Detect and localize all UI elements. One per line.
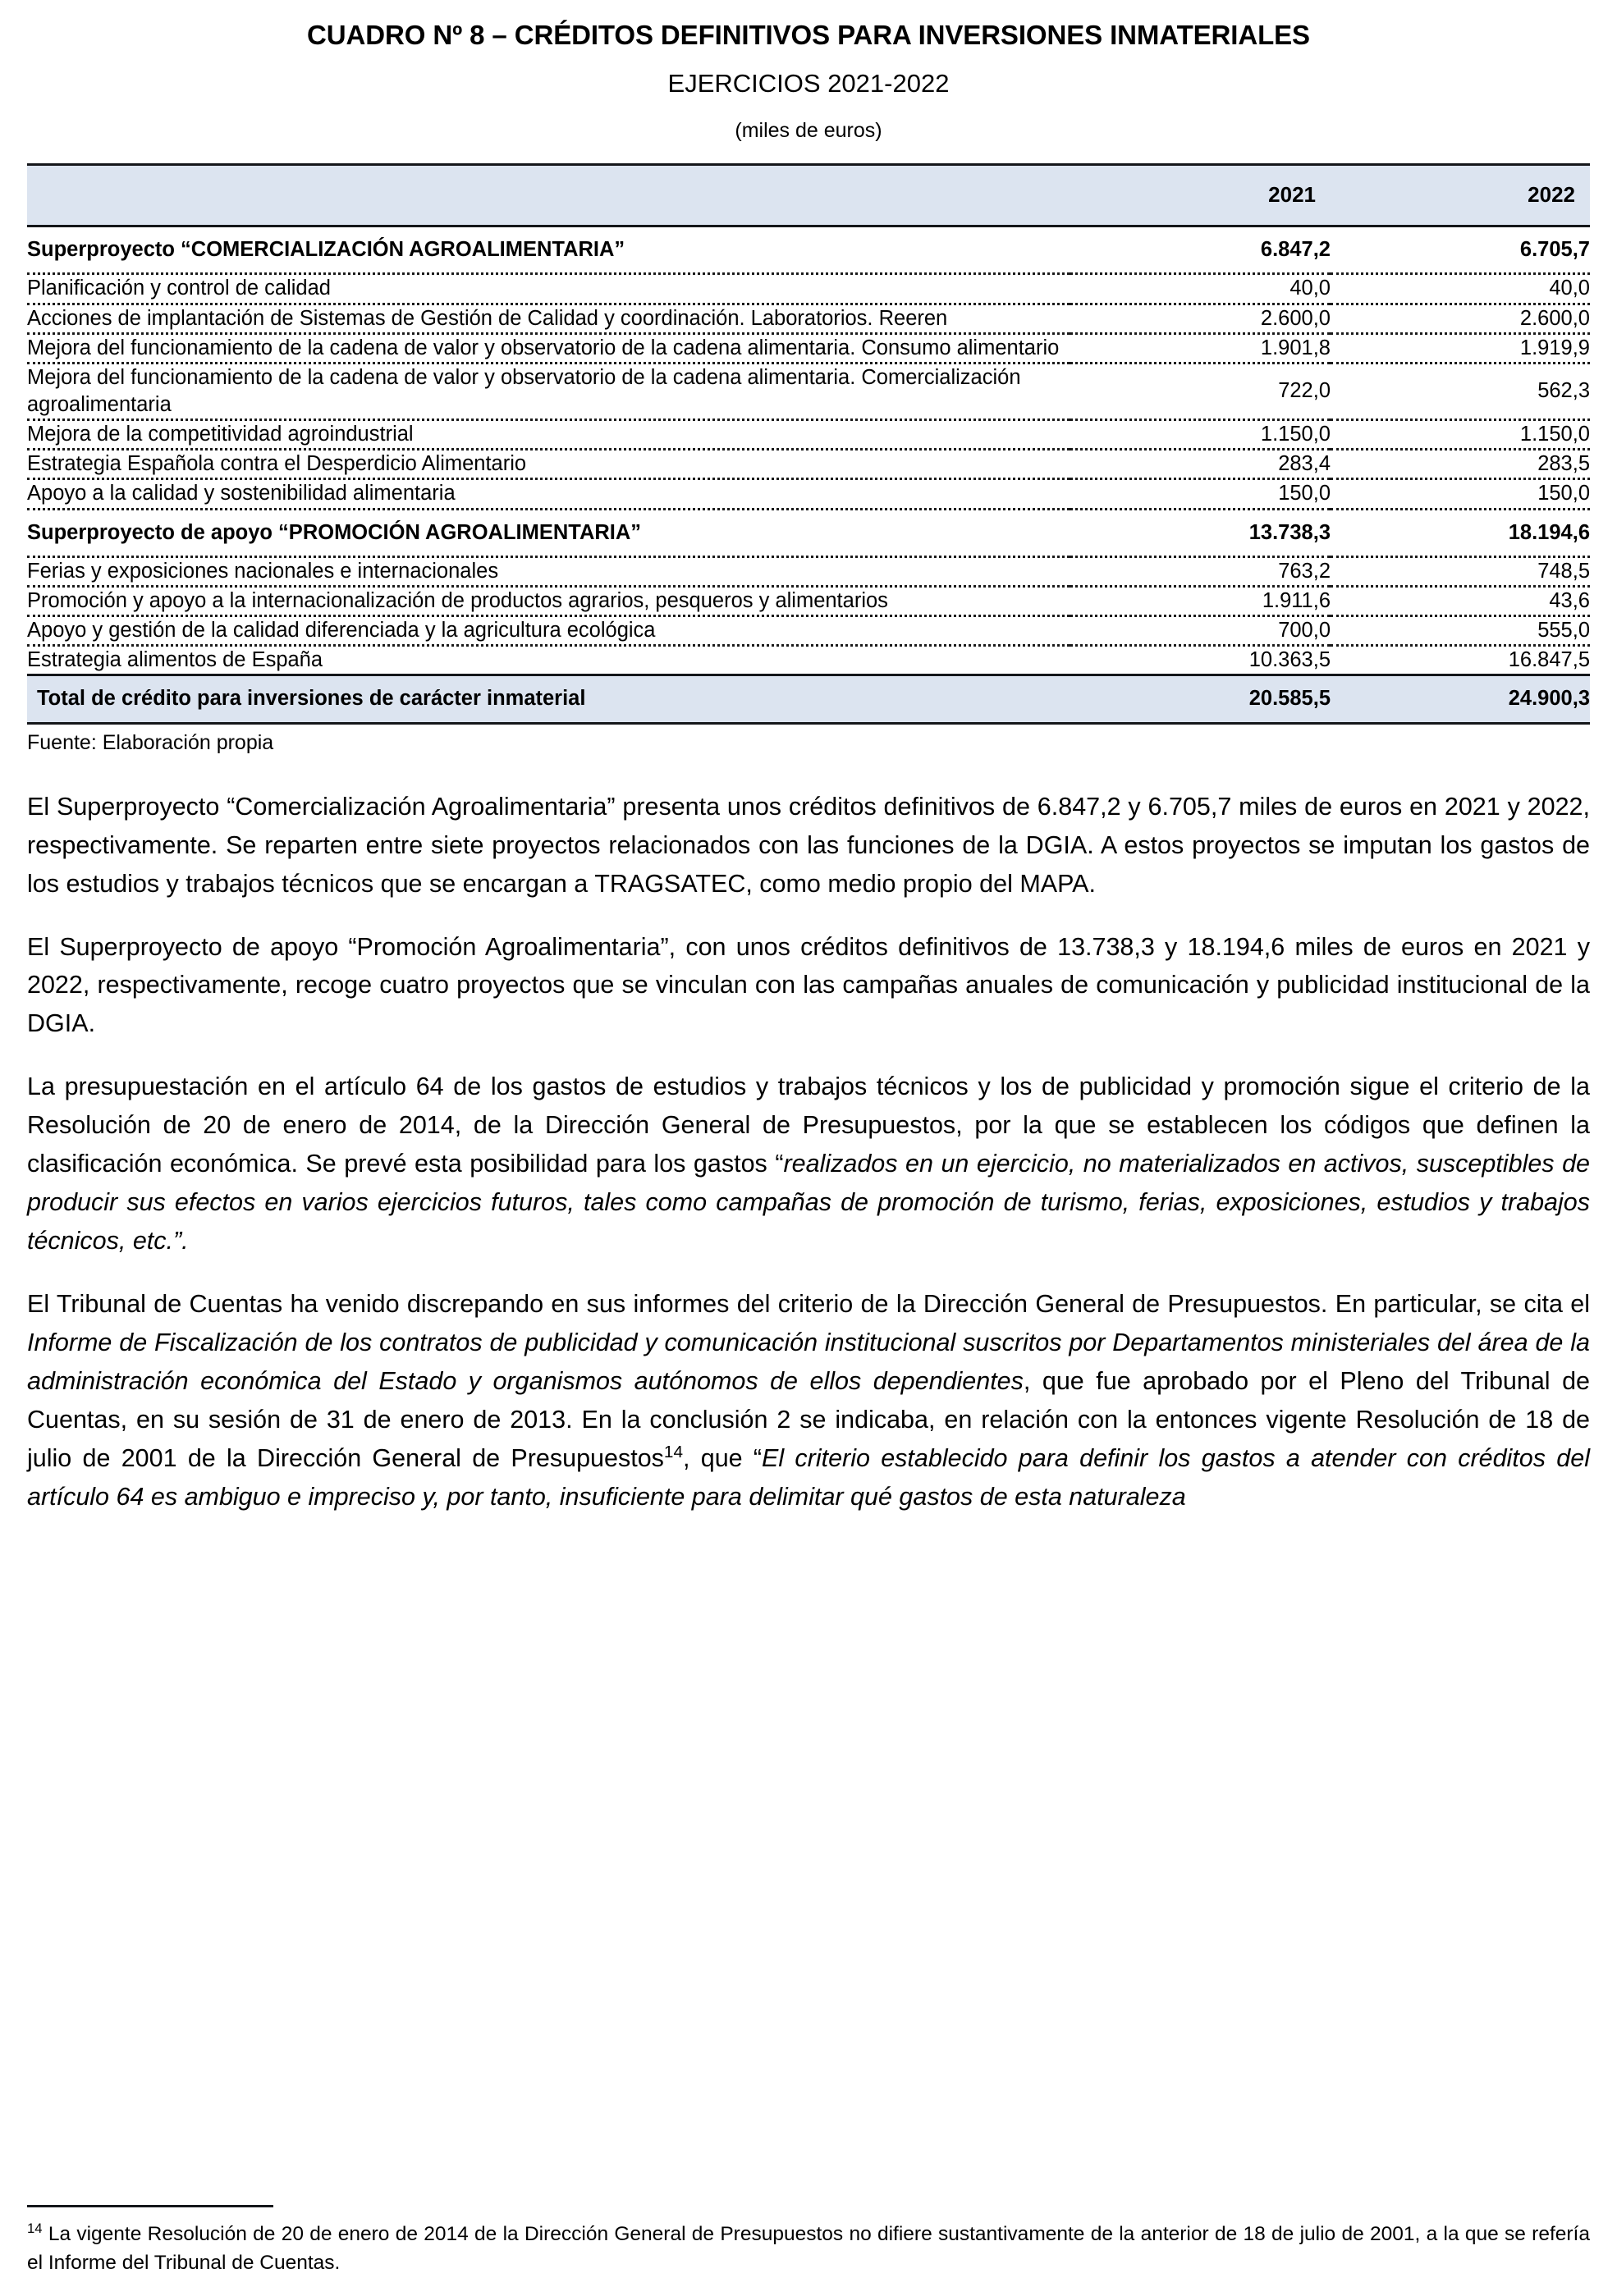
row-value-2021: 1.150,0 [1070, 420, 1331, 450]
paragraph-2: El Superproyecto de apoyo “Promoción Agroalimentaria”, con unos créditos definitivos de 13.738,3 y 18.194,6 miles de euros en 2021 y 2022, respectivamente, recoge cuatro proyectos que se vinculan con las campañas anuales de comunicación y publicidad institucional de la DGIA. [27, 932, 1590, 1038]
row-value-2021: 1.901,8 [1070, 333, 1331, 363]
row-value-2022: 18.194,6 [1331, 509, 1590, 556]
row-label: Mejora del funcionamiento de la cadena de valor y observatorio de la cadena alimentaria. Comercialización agroalimentaria [27, 363, 1070, 419]
row-value-2022: 283,5 [1331, 450, 1590, 479]
row-value-2022: 748,5 [1331, 556, 1590, 586]
table-container [27, 163, 1590, 756]
row-value-2022: 16.847,5 [1331, 646, 1590, 675]
row-value-2022: 1.919,9 [1331, 333, 1590, 363]
table-row [27, 304, 1590, 333]
table-row [27, 333, 1590, 363]
footnote-separator [27, 2205, 273, 2207]
table-total-row [27, 675, 1590, 724]
row-value-2021: 283,4 [1070, 450, 1331, 479]
table-row [27, 615, 1590, 645]
table-row [27, 274, 1590, 304]
row-label: Mejora del funcionamiento de la cadena de valor y observatorio de la cadena alimentaria. Consumo alimentario [27, 333, 1070, 363]
table-row [27, 509, 1590, 556]
table-row [27, 450, 1590, 479]
footnote-14 [27, 2221, 1590, 2278]
table-row [27, 479, 1590, 509]
row-value-2022: 2.600,0 [1331, 304, 1590, 333]
row-value-2022: 562,3 [1331, 363, 1590, 419]
row-value-2021: 150,0 [1070, 479, 1331, 509]
column-header-2021: 2021 [1070, 165, 1331, 226]
paragraph-3 [27, 1068, 1590, 1260]
footnote-area [27, 2205, 1590, 2278]
row-label: Superproyecto de apoyo “PROMOCIÓN AGROALIMENTARIA” [27, 509, 1070, 556]
row-label: Promoción y apoyo a la internacionalización de productos agrarios, pesqueros y alimentarios [27, 586, 1070, 615]
row-label: Ferias y exposiciones nacionales e internacionales [27, 556, 1070, 586]
table-row [27, 586, 1590, 615]
footnote-reference-14[interactable]: 14 [663, 1442, 683, 1461]
row-value-2021: 763,2 [1070, 556, 1331, 586]
row-value-2021: 40,0 [1070, 274, 1331, 304]
units-note: (miles de euros) [735, 119, 882, 142]
row-label: Estrategia Española contra el Desperdicio Alimentario [27, 450, 1070, 479]
total-label: Total de crédito para inversiones de carácter inmaterial [27, 675, 1070, 724]
page-title: CUADRO Nº 8 – CRÉDITOS DEFINITIVOS PARA INVERSIONES INMATERIALES [307, 20, 1310, 50]
row-value-2021: 2.600,0 [1070, 304, 1331, 333]
paragraph-4-quote: El criterio establecido para definir los gastos a atender con créditos del artículo 64 es ambiguo e impreciso y, por tanto, insuficiente para delimitar qué gastos de esta naturaleza [27, 1444, 1590, 1512]
row-value-2021: 6.847,2 [1260, 238, 1331, 262]
credits-table [27, 163, 1590, 725]
total-value-2022: 24.900,3 [1331, 675, 1590, 724]
paragraph-4-text-c: , que “ [682, 1444, 763, 1473]
column-header-label [27, 165, 1070, 226]
source-note: Fuente: Elaboración propia [27, 731, 274, 755]
paragraph-4 [27, 1285, 1590, 1516]
row-label: Estrategia alimentos de España [27, 646, 1070, 675]
row-value-2021: 10.363,5 [1070, 646, 1331, 675]
row-label: Apoyo y gestión de la calidad diferenciada y la agricultura ecológica [27, 615, 1070, 645]
row-label: Planificación y control de calidad [27, 274, 1070, 304]
total-value-2021: 20.585,5 [1070, 675, 1331, 724]
document-page [0, 18, 1617, 2296]
row-value-2021: 13.738,3 [1070, 509, 1331, 556]
row-label: Apoyo a la calidad y sostenibilidad alimentaria [27, 479, 1070, 509]
table-row [27, 226, 1590, 274]
table-body [27, 226, 1590, 724]
row-value-2021: 1.911,6 [1070, 586, 1331, 615]
paragraph-3-text: La presupuestación en el artículo 64 de los gastos de estudios y trabajos técnicos y los de publicidad y promoción sigue el criterio de la Resolución de 20 de enero de 2014, de la Dirección General de Presupuestos, por la que se establecen los códigos que definen la clasificación económica. Se prevé esta posibilidad para los gastos “ [27, 1073, 1590, 1178]
paragraph-4-text-b: , que fue aprobado por el Pleno del Tribunal de Cuentas, en su sesión de 31 de enero de 2013. En la conclusión 2 se indicaba, en relación con la entonces vigente Resolución de 18 de julio de 2001 de la Dirección General de Presupuestos [27, 1367, 1591, 1473]
table-row [27, 556, 1590, 586]
paragraph-3-quote: realizados en un ejercicio, no materializados en activos, susceptibles de producir sus efectos en varios ejercicios futuros, tales como campañas de promoción de turismo, ferias, exposiciones, estudios y trabajos técnicos, etc.”. [27, 1150, 1591, 1255]
row-label: Acciones de implantación de Sistemas de Gestión de Calidad y coordinación. Laboratorios. Reeren [27, 304, 1070, 333]
row-value-2022: 6.705,7 [1519, 238, 1590, 262]
column-header-2022: 2022 [1331, 165, 1590, 226]
row-value-2021: 722,0 [1070, 363, 1331, 419]
row-value-2022: 43,6 [1331, 586, 1590, 615]
table-row [27, 363, 1590, 419]
page-subtitle: EJERCICIOS 2021-2022 [667, 69, 950, 98]
paragraph-1: El Superproyecto “Comercialización Agroalimentaria” presenta unos créditos definitivos de 6.847,2 y 6.705,7 miles de euros en 2021 y 2022, respectivamente. Se reparten entre siete proyectos relacionados con las funciones de la DGIA. A estos proyectos se imputan los gastos de los estudios y trabajos técnicos que se encargan a TRAGSATEC, como medio propio del MAPA. [27, 792, 1590, 898]
paragraph-4-text-a: El Tribunal de Cuentas ha venido discrepando en sus informes del criterio de la Dirección General de Presupuestos. En particular, se cita el [27, 1290, 1590, 1319]
row-value-2022: 150,0 [1331, 479, 1590, 509]
table-header-row [27, 165, 1590, 226]
row-value-2022: 555,0 [1331, 615, 1590, 645]
table-row [27, 420, 1590, 450]
table-row [27, 646, 1590, 675]
footnote-marker: 14 [27, 2221, 43, 2237]
footnote-text: La vigente Resolución de 20 de enero de 2014 de la Dirección General de Presupuestos no difiere sustantivamente de la anterior de 18 de julio de 2001, a la que se refería el Informe del Tribunal de Cuentas. [27, 2223, 1590, 2275]
row-label: Superproyecto “COMERCIALIZACIÓN AGROALIMENTARIA” [27, 238, 625, 262]
paragraph-4-report-title: Informe de Fiscalización de los contratos de publicidad y comunicación institucional suscritos por Departamentos ministeriales del área de la administración económica del Estado y organismos autónomos de ellos dependientes [27, 1329, 1590, 1396]
row-label: Mejora de la competitividad agroindustrial [27, 420, 1070, 450]
row-value-2022: 1.150,0 [1331, 420, 1590, 450]
row-value-2021: 700,0 [1070, 615, 1331, 645]
row-value-2022: 40,0 [1331, 274, 1590, 304]
